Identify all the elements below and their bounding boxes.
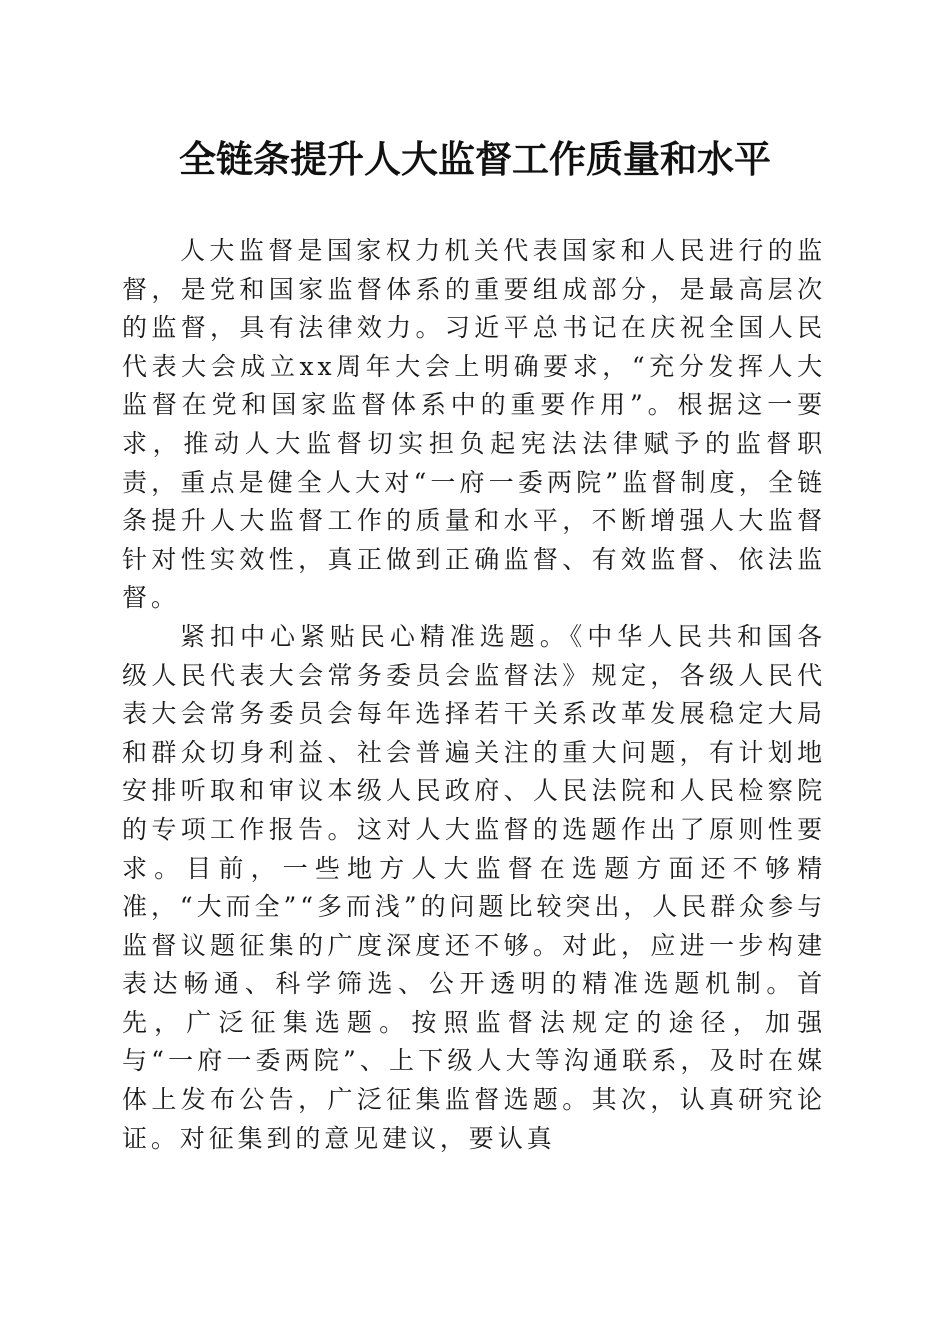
paragraph-intro: 人大监督是国家权力机关代表国家和人民进行的监督，是党和国家监督体系的重要组成部分，是最高层次的监督，具有法律效力。习近平总书记在庆祝全国人民代表大会成立xx周年大会上明确要求，“充分发挥人大监督在党和国家监督体系中的重要作用”。根据这一要求，推动人大监督切实担负起宪法法律赋予的监督职责，重点是健全人大对“一府一委两院”监督制度，全链条提升人大监督工作的质量和水平，不断增强人大监督针对性实效性，真正做到正确监督、有效监督、依法监督。 xyxy=(122,236,826,613)
document-title: 全链条提升人大监督工作质量和水平 xyxy=(179,137,771,181)
paragraph-topic-selection: 紧扣中心紧贴民心精准选题。《中华人民共和国各级人民代表大会常务委员会监督法》规定，各级人民代表大会常务委员会每年选择若干关系改革发展稳定大局和群众切身利益、社会普遍关注的重大问题，有计划地安排听取和审议本级人民政府、人民法院和人民检察院的专项工作报告。这对人大监督的选题作出了原则性要求。目前，一些地方人大监督在选题方面还不够精准，“大而全”“多而浅”的问题比较突出，人民群众参与监督议题征集的广度深度还不够。对此，应进一步构建表达畅通、科学筛选、公开透明的精准选题机制。首先，广泛征集选题。按照监督法规定的途径，加强与“一府一委两院”、上下级人大等沟通联系，及时在媒体上发布公告，广泛征集监督选题。其次，认真研究论证。对征集到的意见建议，要认真 xyxy=(122,621,826,1153)
document-body xyxy=(122,232,826,1158)
